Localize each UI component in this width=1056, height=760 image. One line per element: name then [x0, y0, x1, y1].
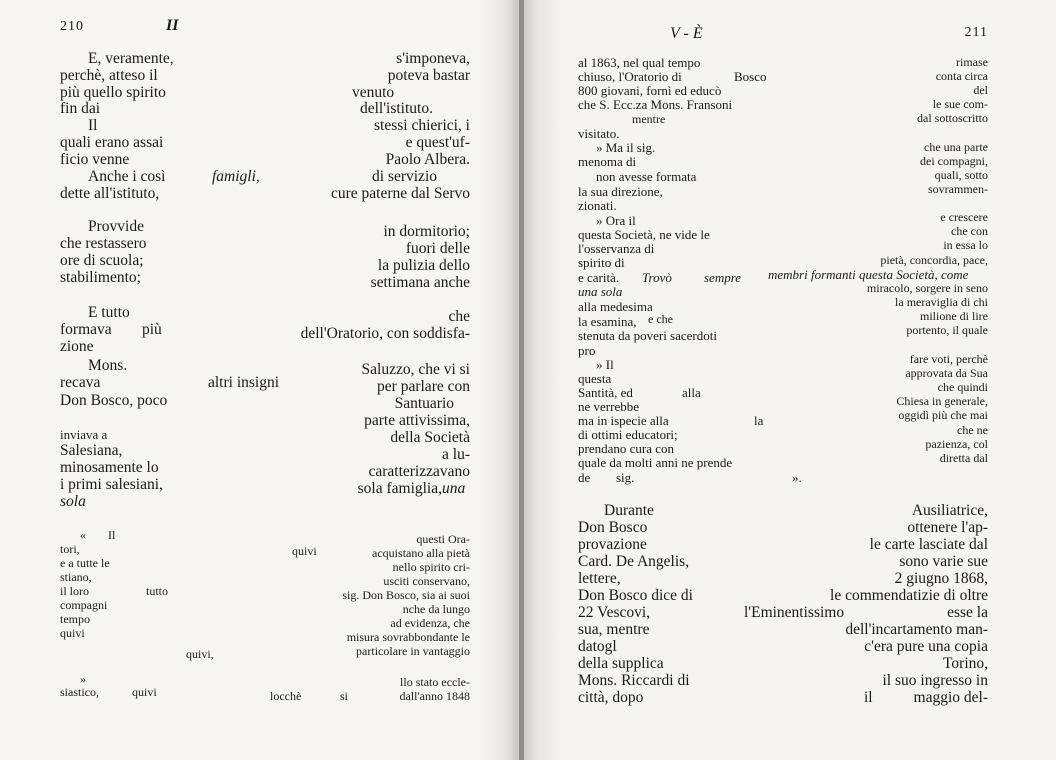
text-line: oggidì più che mai — [898, 408, 988, 422]
text-line: l'osservanza di — [578, 241, 655, 256]
text-line: Don Bosco — [578, 519, 648, 536]
text-line: della Società — [390, 429, 470, 446]
text-line: la — [754, 413, 764, 428]
text-line: chiuso, l'Oratorio di — [578, 69, 682, 84]
text-line: più quello spirito — [60, 84, 166, 101]
text-line: conta circa — [935, 69, 988, 83]
text-line: » Il — [596, 357, 614, 372]
text-line: nche da lungo — [402, 602, 470, 616]
text-line: ore di scuola; — [60, 252, 144, 269]
text-line: quivi — [132, 685, 157, 699]
text-line: c'era pure una copia — [864, 638, 988, 655]
text-line: di ottimi educatori; — [578, 427, 678, 442]
text-line: sempre — [704, 270, 742, 285]
text-line: Don Bosco dice di — [578, 587, 693, 604]
text-line: dell'Oratorio, con soddisfa- — [300, 325, 470, 342]
text-line: menoma di — [578, 154, 637, 169]
text-line: Il — [108, 528, 116, 542]
text-line: locchè — [270, 689, 302, 703]
text-line: E, veramente, — [88, 50, 174, 67]
text-line: inviava a — [60, 427, 108, 442]
text-line: quali erano assai — [60, 134, 164, 151]
running-head: V - È — [670, 25, 703, 42]
text-line: llo stato eccle- — [400, 675, 470, 689]
text-line: recava — [60, 374, 101, 391]
text-line: sola famiglia, — [357, 480, 442, 497]
text-line: tori, — [60, 542, 80, 556]
text-line: famigli, — [212, 168, 260, 185]
text-line: ». — [792, 470, 802, 485]
text-line: Saluzzo, che vi si — [361, 361, 470, 378]
text-line: al 1863, nel qual tempo — [578, 55, 701, 70]
text-line: stessi chierici, i — [374, 117, 470, 134]
text-line: approvata da Sua — [905, 366, 988, 380]
text-line: pazienza, col — [925, 437, 988, 451]
text-line: per parlare con — [377, 378, 470, 395]
text-line: spirito di — [578, 255, 625, 270]
text-line: l'Eminentissimo — [744, 604, 845, 621]
text-line: questa Società, ne vide le — [578, 227, 710, 242]
text-line: Paolo Albera. — [385, 151, 470, 168]
text-line: tutto — [146, 584, 169, 598]
text-line: dell'istituto. — [360, 100, 433, 117]
text-line: usciti conservano, — [383, 574, 470, 588]
text-line: la esamina, — [578, 314, 637, 329]
text-line: il suo ingresso in — [882, 672, 988, 689]
text-line: che S. Ecc.za Mons. Fransoni — [578, 97, 733, 112]
text-line: sola — [60, 493, 86, 510]
text-line: Torino, — [943, 655, 988, 672]
text-line: parte attivissima, — [364, 412, 470, 429]
text-line: quivi, — [186, 647, 214, 661]
text-line: che con — [951, 224, 988, 238]
text-line: alla medesima — [578, 299, 653, 314]
text-line: più — [142, 321, 162, 338]
text-line: esse la — [947, 604, 988, 621]
text-line: misura sovrabbondante le — [346, 630, 470, 644]
text-line: E tutto — [88, 304, 130, 321]
text-line: milione di lire — [920, 309, 988, 323]
text-line: alla — [682, 385, 701, 400]
text-line: Card. De Angelis, — [578, 553, 690, 570]
text-line: quali, sotto — [934, 168, 988, 182]
text-line: « — [80, 528, 86, 542]
text-line: dette all'istituto, — [60, 185, 160, 202]
text-line: questa — [578, 371, 612, 386]
text-line: dell'incartamento man- — [845, 621, 988, 638]
book-spine — [519, 0, 524, 760]
text-line: 800 giovani, fornì ed educò — [578, 83, 722, 98]
text-line: Durante — [604, 502, 654, 519]
text-line: Salesiana, — [60, 442, 123, 459]
text-line: pro — [578, 343, 596, 358]
text-line: perchè, atteso il — [60, 67, 158, 84]
text-line: di servizio — [372, 168, 437, 185]
text-line: sua, mentre — [578, 621, 650, 638]
text-line: venuto — [352, 84, 395, 101]
text-line: e a tutte le — [60, 556, 110, 570]
text-line: de — [578, 470, 591, 485]
text-line: le carte lasciate dal — [869, 536, 988, 553]
text-line: che ne — [957, 423, 988, 437]
text-line: a lu- — [442, 446, 470, 463]
text-line: acquistano alla pietà — [372, 546, 470, 560]
text-line: questi Ora- — [416, 532, 470, 546]
text-line: 22 Vescovi, — [578, 604, 651, 621]
text-line: lettere, — [578, 570, 621, 587]
text-line: i primi salesiani, — [60, 476, 163, 493]
text-line: pietà, concordia, pace, — [880, 253, 988, 267]
left-page — [0, 0, 522, 760]
text-line: Anche i così — [88, 168, 166, 185]
page-number: 211 — [964, 25, 988, 40]
text-line: stiano, — [60, 570, 92, 584]
text-line: che quindi — [937, 380, 988, 394]
gutter-shadow-left — [482, 0, 522, 760]
text-line: sono varie sue — [899, 553, 988, 570]
text-line: nello spirito cri- — [392, 560, 470, 574]
text-line: prendano cura con — [578, 441, 675, 456]
text-line: poteva bastar — [387, 67, 470, 84]
text-line: Il — [88, 117, 98, 134]
text-line: che restassero — [60, 235, 147, 252]
text-line: » Ora il — [596, 213, 636, 228]
text-line: settimana anche — [370, 274, 470, 291]
text-line: dei compagni, — [920, 154, 988, 168]
text-line: ma in ispecie alla — [578, 413, 669, 428]
text-line: una sola — [578, 284, 623, 299]
text-line: il loro — [60, 584, 89, 598]
text-line: provazione — [578, 536, 647, 553]
text-line: Bosco — [734, 69, 767, 84]
text-line: si — [340, 689, 349, 703]
text-line: la pulizia dello — [377, 257, 470, 274]
text-line: ad evidenza, che — [390, 616, 470, 630]
text-line: maggio del- — [913, 689, 988, 706]
page-number: 210 — [60, 19, 84, 34]
text-line: caratterizzavano — [368, 463, 470, 480]
text-line: portento, il quale — [906, 323, 988, 337]
text-line: fin dai — [60, 100, 101, 117]
text-line: in essa lo — [943, 238, 988, 252]
text-line: membri formanti questa Società, come — [768, 267, 969, 282]
right-page — [522, 0, 1056, 760]
text-line: che una parte — [924, 140, 988, 154]
text-line: e crescere — [940, 210, 988, 224]
text-line: quale da molti anni ne prende — [578, 455, 733, 470]
text-line: miracolo, sorgere in seno — [866, 281, 988, 295]
text-line: rimase — [956, 55, 988, 69]
text-line: la meraviglia di chi — [895, 295, 988, 309]
text-line: Mons. Riccardi di — [578, 672, 690, 689]
text-line: particolare in vantaggio — [356, 644, 470, 658]
text-line: sig. Don Bosco, sia ai suoi — [342, 588, 470, 602]
text-line: s'imponeva, — [396, 50, 470, 67]
text-line: datogl — [578, 638, 617, 655]
running-head: II — [166, 17, 179, 34]
text-line: ottenere l'ap- — [907, 519, 988, 536]
text-line: dall'anno 1848 — [399, 689, 470, 703]
text-line: della supplica — [578, 655, 664, 672]
text-line: mentre — [632, 112, 666, 126]
text-line: del — [973, 83, 988, 97]
text-line: stenuta da poveri sacerdoti — [578, 328, 717, 343]
text-line: Trovò — [642, 270, 672, 285]
text-line: Don Bosco, poco — [60, 392, 168, 409]
text-line: che — [448, 308, 470, 325]
text-line: Mons. — [88, 357, 128, 374]
text-line: compagni — [60, 598, 108, 612]
text-line: quivi — [292, 544, 317, 558]
text-line: siastico, — [60, 685, 99, 699]
text-line: quivi — [60, 626, 85, 640]
text-line: 2 giugno 1868, — [894, 570, 988, 587]
text-line: fare voti, perchè — [909, 352, 988, 366]
text-line: Santuario — [394, 395, 454, 412]
text-line: cure paterne dal Servo — [330, 185, 470, 202]
text-line: il — [864, 689, 873, 706]
gutter-shadow-right — [522, 0, 562, 760]
text-line: sig. — [616, 470, 635, 485]
text-line: e che — [648, 312, 673, 326]
text-line: zionati. — [578, 198, 617, 213]
text-line: formava — [60, 321, 112, 338]
text-line: la sua direzione, — [578, 184, 663, 199]
text-line: le sue com- — [932, 97, 988, 111]
text-line: dal sottoscritto — [917, 111, 988, 125]
text-line: stabilimento; — [60, 269, 141, 286]
text-line: e quest'uf- — [405, 134, 470, 151]
text-line: altri insigni — [208, 374, 280, 391]
text-line: in dormitorio; — [383, 223, 470, 240]
text-line: » — [80, 672, 86, 686]
text-line: visitato. — [578, 126, 620, 141]
text-line: sovrammen- — [928, 182, 988, 196]
text-line: e carità. — [578, 270, 620, 285]
text-line: fuori delle — [405, 240, 470, 257]
text-line: città, dopo — [578, 689, 644, 706]
text-line: minosamente lo — [60, 459, 159, 476]
text-line: » Ma il sig. — [596, 140, 656, 155]
text-line: una — [442, 480, 466, 497]
text-line: Provvide — [88, 218, 144, 235]
text-line: Chiesa in generale, — [896, 394, 988, 408]
text-line: le commendatizie di oltre — [830, 587, 988, 604]
text-line: diretta dal — [939, 451, 988, 465]
text-line: Ausiliatrice, — [911, 502, 988, 519]
text-line: non avesse formata — [596, 169, 697, 184]
text-line: zione — [60, 338, 94, 355]
text-line: tempo — [60, 612, 90, 626]
text-line: Santità, ed — [578, 385, 633, 400]
text-line: ficio venne — [60, 151, 130, 168]
text-line: ne verrebbe — [578, 399, 639, 414]
